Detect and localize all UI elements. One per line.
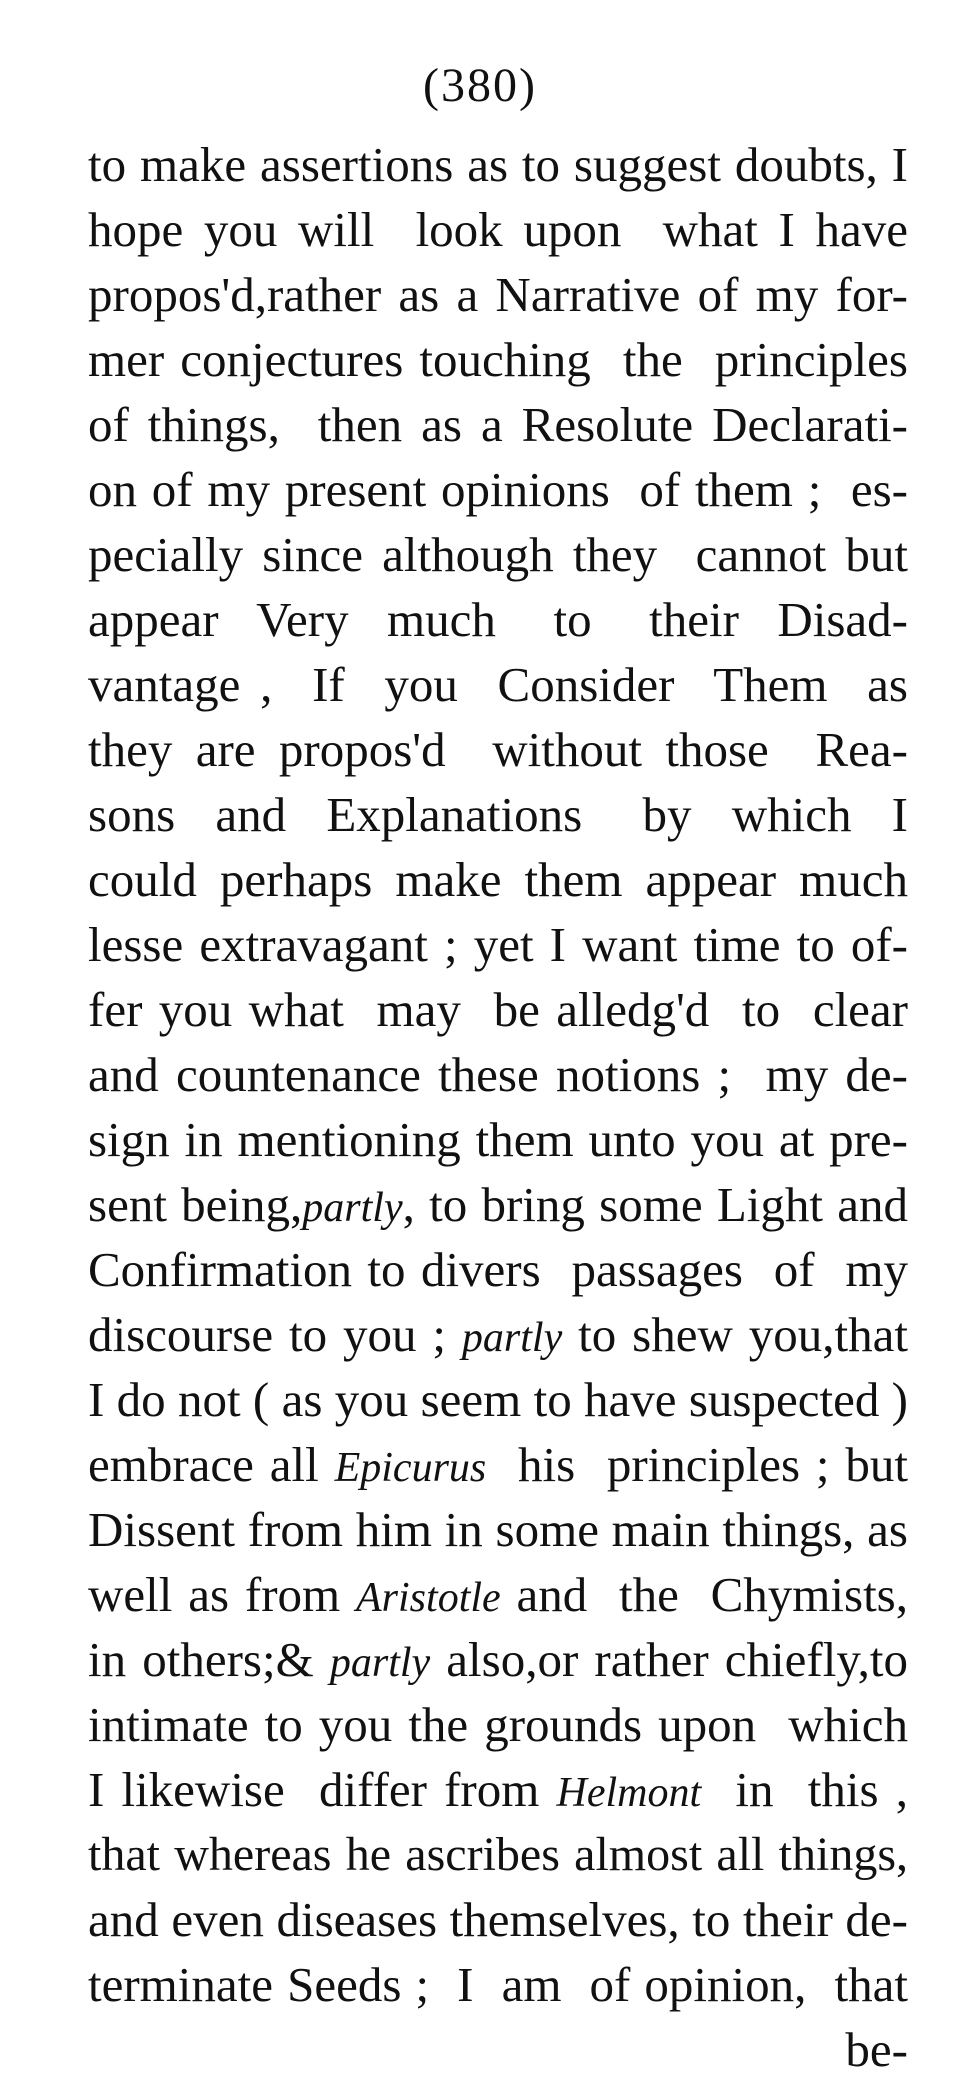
text-line <box>88 1692 908 1757</box>
text-segment: be- <box>845 2022 908 2077</box>
text-line <box>88 1042 908 1107</box>
text-line <box>88 587 908 652</box>
text-segment: in others;& <box>88 1632 330 1687</box>
text-segment: sign in mentioning them unto you at pre- <box>88 1112 908 1167</box>
italic-text-segment: Epicurus <box>334 1445 487 1491</box>
text-line <box>88 1172 908 1237</box>
italic-text-segment: Aristotle <box>356 1575 501 1621</box>
text-segment: embrace all <box>88 1437 335 1492</box>
text-line <box>88 652 908 717</box>
text-segment: , to bring some Light and <box>402 1177 908 1232</box>
text-segment: they are propos'd without those Rea- <box>88 722 908 777</box>
text-line <box>88 1887 908 1952</box>
text-segment: discourse to you ; <box>88 1307 462 1362</box>
text-segment: of things, then as a Resolute Declarati- <box>88 397 908 452</box>
text-line <box>88 1562 908 1627</box>
text-segment: vantage , If you Consider Them as <box>88 657 908 712</box>
text-segment: terminate Seeds ; I am of opinion, that <box>88 1957 908 2012</box>
text-line <box>88 392 908 457</box>
text-segment: sent being, <box>88 1177 303 1232</box>
text-line <box>88 977 908 1042</box>
text-segment: in this , <box>701 1762 908 1817</box>
text-line <box>88 1367 908 1432</box>
text-line <box>88 132 908 197</box>
text-line <box>88 327 908 392</box>
text-segment: fer you what may be alledg'd to clear <box>88 982 908 1037</box>
italic-text-segment: partly <box>302 1185 403 1231</box>
text-segment: on of my present opinions of them ; es- <box>88 462 908 517</box>
text-line <box>88 1237 908 1302</box>
text-segment: also,or rather chiefly,to <box>430 1632 909 1687</box>
page-text <box>88 132 908 2082</box>
text-segment: and the Chymists, <box>500 1567 908 1622</box>
text-segment: pecially since although they cannot but <box>88 527 908 582</box>
text-segment: Confirmation to divers passages of my <box>88 1242 908 1297</box>
text-line <box>88 457 908 522</box>
page-number: (380) <box>423 59 537 112</box>
text-line <box>88 262 908 327</box>
text-line <box>88 782 908 847</box>
text-segment: to shew you,that <box>562 1307 909 1362</box>
text-line <box>88 717 908 782</box>
text-line <box>88 2017 908 2082</box>
text-segment: hope you will look upon what I have <box>88 202 908 257</box>
italic-text-segment: partly <box>461 1315 563 1361</box>
text-segment: intimate to you the grounds upon which <box>88 1697 908 1752</box>
italic-text-segment: partly <box>329 1640 431 1686</box>
text-segment: that whereas he ascribes almost all things, <box>88 1828 908 1881</box>
text-segment: and countenance these notions ; my de- <box>88 1047 908 1102</box>
text-line <box>88 912 908 977</box>
text-segment: propos'd,rather as a Narrative of my for- <box>88 267 908 322</box>
text-line <box>88 847 908 912</box>
text-line <box>88 197 908 262</box>
text-line <box>88 1627 908 1692</box>
text-segment: his principles ; but <box>486 1437 908 1492</box>
italic-text-segment: Helmont <box>556 1770 702 1816</box>
text-line <box>88 1757 908 1822</box>
text-segment: and even diseases themselves, to their de- <box>88 1892 908 1947</box>
text-segment: lesse extravagant ; yet I want time to of- <box>88 917 908 972</box>
text-segment: sons and Explanations by which I <box>88 787 908 842</box>
text-line <box>88 1432 908 1497</box>
text-segment: to make assertions as to suggest doubts, I <box>88 137 908 192</box>
text-segment: could perhaps make them appear much <box>88 852 908 907</box>
text-segment: Dissent from him in some main things, as <box>88 1502 908 1557</box>
text-line <box>88 1822 908 1887</box>
text-segment: I likewise differ from <box>88 1762 557 1817</box>
text-segment: appear Very much to their Disad- <box>88 592 908 647</box>
text-line <box>88 1952 908 2017</box>
text-line <box>88 1497 908 1562</box>
text-line <box>88 1107 908 1172</box>
text-line <box>88 522 908 587</box>
text-segment: well as from <box>88 1567 357 1622</box>
text-segment: mer conjectures touching the principles <box>88 332 908 387</box>
text-segment: I do not ( as you seem to have suspected ) <box>88 1372 908 1427</box>
text-line <box>88 1302 908 1367</box>
